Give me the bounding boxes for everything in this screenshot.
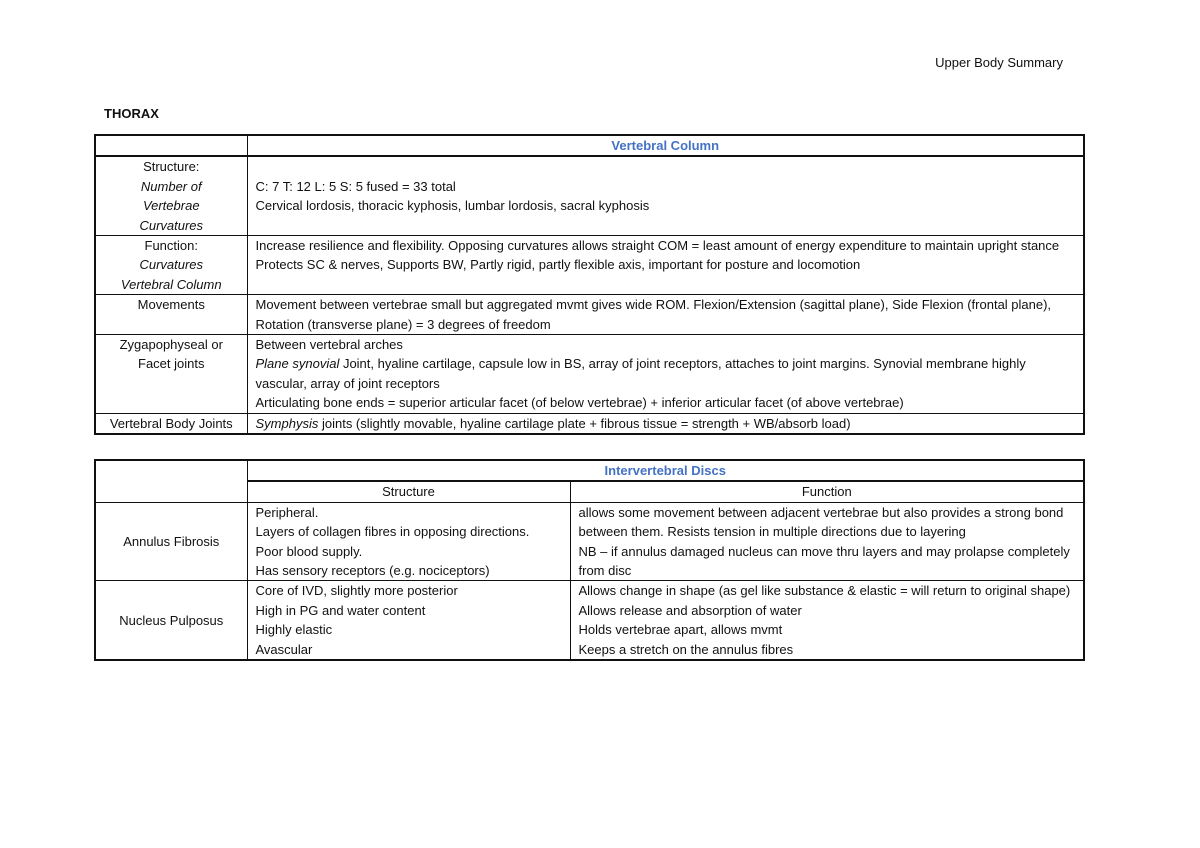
content-text: joints (slightly movable, hyaline cartilage plate + fibrous tissue = strength + WB/absorb load) bbox=[318, 415, 851, 431]
content-line: Keeps a stretch on the annulus fibres bbox=[578, 641, 794, 657]
label-text: Structure: bbox=[143, 159, 200, 175]
column-header-function: Function bbox=[570, 481, 1084, 502]
table-row bbox=[95, 295, 1084, 335]
content-line: Allows change in shape (as gel like substance & elastic = will return to original shape) bbox=[578, 583, 1071, 599]
content-text: Joint, hyaline cartilage, capsule low in BS, array of joint receptors, attaches to joint margins. Synovial membrane highly vascular, array of joint receptors bbox=[255, 356, 1026, 391]
content-line: Holds vertebrae apart, allows mvmt bbox=[578, 622, 783, 638]
content-line: Peripheral. bbox=[255, 504, 319, 520]
row-content-structure bbox=[247, 156, 1084, 235]
content-line: Layers of collagen fibres in opposing directions. bbox=[255, 524, 530, 540]
label-text: Zygapophyseal or bbox=[119, 337, 223, 353]
row-content-function bbox=[247, 236, 1084, 295]
row-label-movements: Movements bbox=[95, 295, 247, 335]
content-line: Between vertebral arches bbox=[255, 337, 403, 353]
content-line: Has sensory receptors (e.g. nociceptors) bbox=[255, 563, 490, 579]
section-title: THORAX bbox=[104, 106, 159, 121]
content-line: allows some movement between adjacent vertebrae but also provides a strong bond between them. Resists tension in multiple directions due to layering bbox=[578, 504, 1064, 540]
row-label-structure bbox=[95, 156, 247, 235]
row-label-facet bbox=[95, 335, 247, 414]
content-line: Cervical lordosis, thoracic kyphosis, lumbar lordosis, sacral kyphosis bbox=[255, 198, 650, 214]
table-heading: Vertebral Column bbox=[247, 135, 1084, 156]
table-row bbox=[95, 413, 1084, 434]
column-header-structure: Structure bbox=[247, 481, 570, 502]
table-row bbox=[95, 156, 1084, 235]
table-row bbox=[95, 236, 1084, 295]
row-label-body-joints: Vertebral Body Joints bbox=[95, 413, 247, 434]
row-structure-nucleus bbox=[247, 581, 570, 660]
row-label-annulus: Annulus Fibrosis bbox=[95, 502, 247, 581]
content-line: High in PG and water content bbox=[255, 602, 426, 618]
empty-corner-cell bbox=[95, 135, 247, 156]
content-line: Allows release and absorption of water bbox=[578, 602, 802, 618]
table-row bbox=[95, 335, 1084, 414]
content-line: C: 7 T: 12 L: 5 S: 5 fused = 33 total bbox=[255, 178, 456, 194]
row-content-body-joints bbox=[247, 413, 1084, 434]
label-sub: Curvatures bbox=[139, 257, 204, 273]
content-line: Highly elastic bbox=[255, 622, 333, 638]
row-structure-annulus bbox=[247, 502, 570, 581]
label-sub: Vertebrae bbox=[142, 198, 200, 214]
row-content-movements: Movement between vertebrae small but aggregated mvmt gives wide ROM. Flexion/Extension (sagittal plane), Side Flexion (frontal plane), Rotation (transverse plane) = 3 degrees of freedom bbox=[247, 295, 1084, 335]
content-line bbox=[256, 354, 1076, 393]
label-text: Facet joints bbox=[138, 356, 205, 372]
content-line: Increase resilience and flexibility. Opposing curvatures allows straight COM = least amount of energy expenditure to maintain upright stance bbox=[255, 238, 1060, 254]
content-line: Articulating bone ends = superior articular facet (of below vertebrae) + inferior articular facet (of above vertebrae) bbox=[255, 395, 904, 411]
table-header-row bbox=[95, 135, 1084, 156]
label-sub: Vertebral Column bbox=[120, 276, 222, 292]
italic-term: Symphysis bbox=[255, 415, 319, 431]
content-line: Protects SC & nerves, Supports BW, Partly rigid, partly flexible axis, important for posture and locomotion bbox=[255, 257, 861, 273]
vertebral-column-table bbox=[94, 134, 1085, 435]
row-function-annulus bbox=[570, 502, 1084, 581]
row-label-function bbox=[95, 236, 247, 295]
document-header: Upper Body Summary bbox=[935, 55, 1063, 70]
table-header-row bbox=[95, 460, 1084, 481]
content-line: NB – if annulus damaged nucleus can move thru layers and may prolapse completely from disc bbox=[578, 543, 1070, 579]
table-heading: Intervertebral Discs bbox=[247, 460, 1084, 481]
intervertebral-discs-table bbox=[94, 459, 1085, 661]
table-row bbox=[95, 502, 1084, 581]
row-label-nucleus: Nucleus Pulposus bbox=[95, 581, 247, 660]
content-line: Poor blood supply. bbox=[255, 543, 363, 559]
row-function-nucleus bbox=[570, 581, 1084, 660]
table-row bbox=[95, 581, 1084, 660]
empty-corner-cell bbox=[95, 460, 247, 502]
label-sub: Number of bbox=[140, 178, 202, 194]
content-line: Avascular bbox=[255, 641, 313, 657]
content-line: Core of IVD, slightly more posterior bbox=[255, 583, 458, 599]
label-text: Function: bbox=[144, 238, 198, 254]
row-content-facet bbox=[247, 335, 1084, 414]
label-sub: Curvatures bbox=[139, 217, 204, 233]
italic-term: Plane synovial bbox=[255, 356, 340, 372]
